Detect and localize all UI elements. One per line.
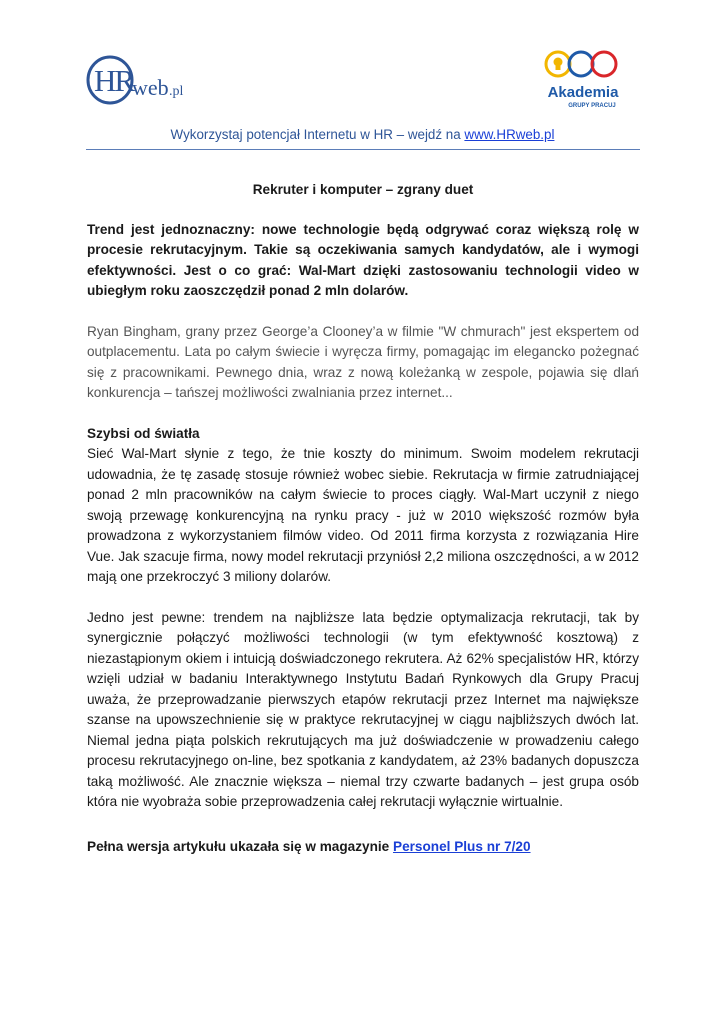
header-divider (86, 149, 640, 150)
header-tagline (0, 127, 725, 142)
section-body: Sieć Wal-Mart słynie z tego, że tnie koszty do minimum. Swoim modelem rekrutacji udowadnia, że tę zasadę stosuje również wobec siebie. Rekrutacja w firmie zatrudniającej ponad 2 mln pracowników na całym świecie to proces ciągły. Wal-Mart uczynił z niego swoją przewagę konkurencyjną na rynku pracy - już w 2010 większość rozmów była prowadzona z wykorzystaniem filmów video. Od 2011 firma korzysta z rozwiązania Hire Vue. Jak szacuje firma, nowy model rekrutacji przyniósł 2,2 miliona oszczędności, a w 2012 mają one przekroczyć 3 miliony dolarów. (87, 446, 639, 584)
lightbulb-icon (554, 58, 563, 71)
article-closing: Jedno jest pewne: trendem na najbliższe lata będzie optymalizacja rekrutacji, tak by synergicznie połączyć możliwości technologii (w tym efektywność kosztową) z niezastąpionym okiem i intuicją doświadczonego rekrutera. Aż 62% specjalistów HR, którzy wzięli udział w badaniu Interaktywnego Instytutu Badań Rynkowych dla Grupy Pracuj uważa, że przeprowadzanie pierwszych etapów rekrutacji przez Internet ma największe szanse na upowszechnienie się w praktyce rekrutacyjnej w ciągu najbliższych dwóch lat. Niemal jedna piąta polskich rekrutujących ma już doświadczenie w prowadzeniu całego procesu rekrutacyjnego on-line, bez spotkania z kandydatem, aż 23% badanych dopuszcza taką możliwość. Ale znacznie większa – niemal trzy czwarte badanych – jest grupa osób która nie wyobraża sobie przeprowadzenia całej rekrutacji wyłącznie wirtualnie. (87, 609, 639, 809)
article-intro: Ryan Bingham, grany przez George’a Clooney’a w filmie "W chmurach" jest ekspertem od outplacementu. Lata po całym świecie i wyręcza firmy, pomagając im elegancko pożegnać się z pracownikami. Pewnego dnia, wraz z nową koleżanką w zespole, pojawia się dlań konkurencja – tańszej możliwości zwalniania przez internet... (87, 323, 639, 400)
akademia-logo-name: Akademia (547, 84, 619, 101)
article-title: Rekruter i komputer – zgrany duet (252, 182, 474, 197)
source-note (87, 837, 639, 858)
akademia-logo[interactable] (542, 46, 624, 110)
article-lead: Trend jest jednoznaczny: nowe technologie będą odgrywać coraz większą rolę w procesie rekrutacyjnym. Takie są oczekiwania samych kandydatów, ale i wymogi efektywności. Jest o co grać: Wal-Mart dzięki zastosowaniu technologii video w ubiegłym roku zaoszczędził ponad 2 mln dolarów. (87, 221, 639, 298)
article-body (87, 180, 639, 857)
akademia-logo-sub: GRUPY PRACUJ (568, 103, 616, 109)
source-note-text: Pełna wersja artykułu ukazała się w magazynie (87, 838, 394, 854)
section-heading: Szybsi od światła (87, 425, 200, 441)
hrweb-logo-web: web (132, 75, 169, 100)
hrweb-logo-pl: .pl (169, 84, 184, 99)
hrweb-link[interactable]: www.HRweb.pl (464, 127, 555, 142)
hrweb-logo[interactable] (86, 54, 206, 106)
hrweb-logo-hr: HR (94, 63, 134, 98)
tagline-text: Wykorzystaj potencjał Internetu w HR – wejdź na (170, 127, 465, 142)
personel-plus-link[interactable]: Personel Plus nr 7/20 (393, 838, 531, 854)
